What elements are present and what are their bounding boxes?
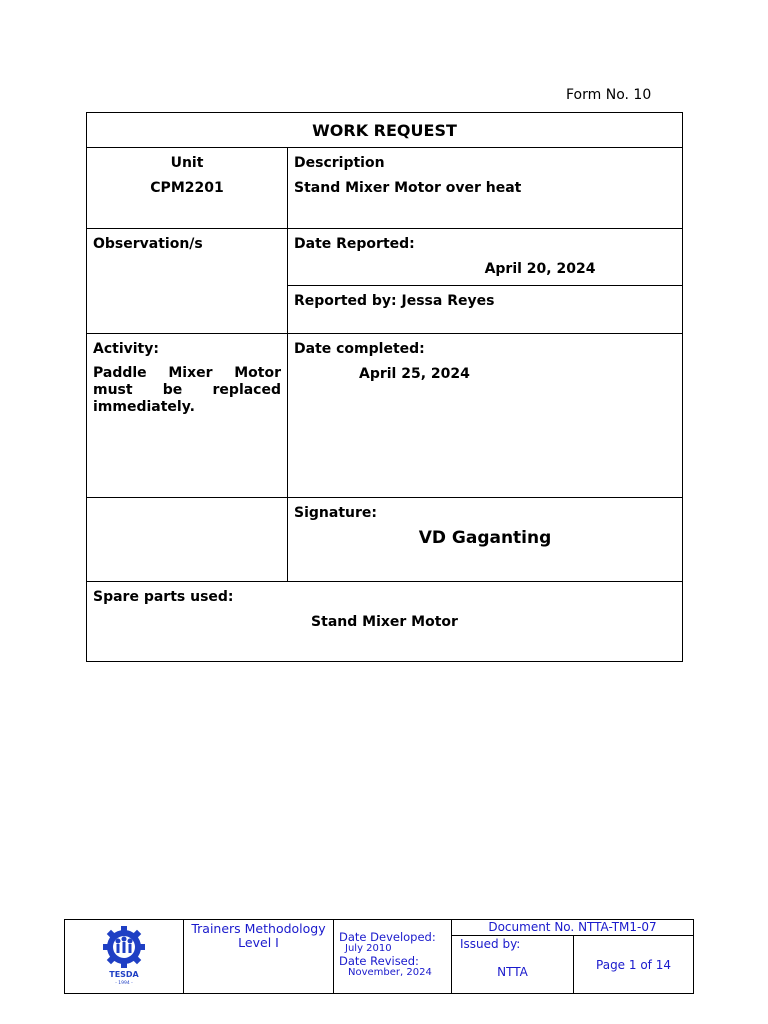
issued-by-value: NTTA: [497, 965, 528, 979]
spare-parts-cell: [87, 582, 683, 662]
work-request-table: [86, 112, 683, 662]
unit-cell: [87, 148, 288, 229]
signature-name: VD Gaganting: [418, 528, 552, 548]
spare-parts-value: Stand Mixer Motor: [311, 614, 458, 630]
date-completed-value: April 25, 2024: [359, 366, 470, 382]
page-number: Page 1 of 14: [574, 936, 694, 994]
activity-label: Activity:: [93, 341, 159, 357]
date-revised-label: Date Revised:: [339, 954, 419, 968]
date-revised-value: November, 2024: [348, 967, 432, 978]
observation-cell: [87, 229, 288, 334]
date-reported-value: April 20, 2024: [484, 261, 596, 277]
document-footer: [64, 919, 694, 994]
spare-parts-label: Spare parts used:: [93, 589, 234, 605]
document-number: Document No. NTTA-TM1-07: [452, 920, 694, 936]
date-reported-label: Date Reported:: [294, 236, 415, 252]
issued-by-label: Issued by:: [460, 937, 521, 951]
issued-by-cell: [452, 936, 574, 994]
date-completed-label: Date completed:: [294, 341, 425, 357]
date-developed-label: Date Developed:: [339, 930, 436, 944]
date-completed-cell: [288, 334, 683, 498]
logo-text: TESDA: [109, 970, 139, 979]
activity-cell: [87, 334, 288, 498]
description-cell: [288, 148, 683, 229]
blank-cell: [87, 498, 288, 582]
unit-label: Unit: [170, 155, 204, 171]
logo-cell: [65, 920, 184, 994]
description-value: Stand Mixer Motor over heat: [294, 180, 522, 196]
tesda-logo: [99, 925, 149, 985]
reported-by: Reported by: Jessa Reyes: [294, 293, 495, 309]
date-developed-value: July 2010: [345, 943, 392, 954]
observation-label: Observation/s: [93, 236, 203, 252]
signature-label: Signature:: [294, 505, 377, 521]
course-cell: [184, 920, 334, 994]
date-reported-cell: [288, 229, 683, 286]
dates-cell: [334, 920, 452, 994]
form-title: WORK REQUEST: [87, 113, 683, 148]
reported-by-cell: [288, 286, 683, 334]
form-number: Form No. 10: [566, 87, 652, 103]
description-label: Description: [294, 155, 385, 171]
logo-year: - 1994 -: [115, 981, 133, 985]
activity-value: Paddle Mixer Motor must be replaced immediately.: [93, 365, 281, 415]
signature-cell: [288, 498, 683, 582]
unit-value: CPM2201: [150, 180, 224, 196]
course-name: Trainers Methodology Level I: [191, 921, 326, 950]
